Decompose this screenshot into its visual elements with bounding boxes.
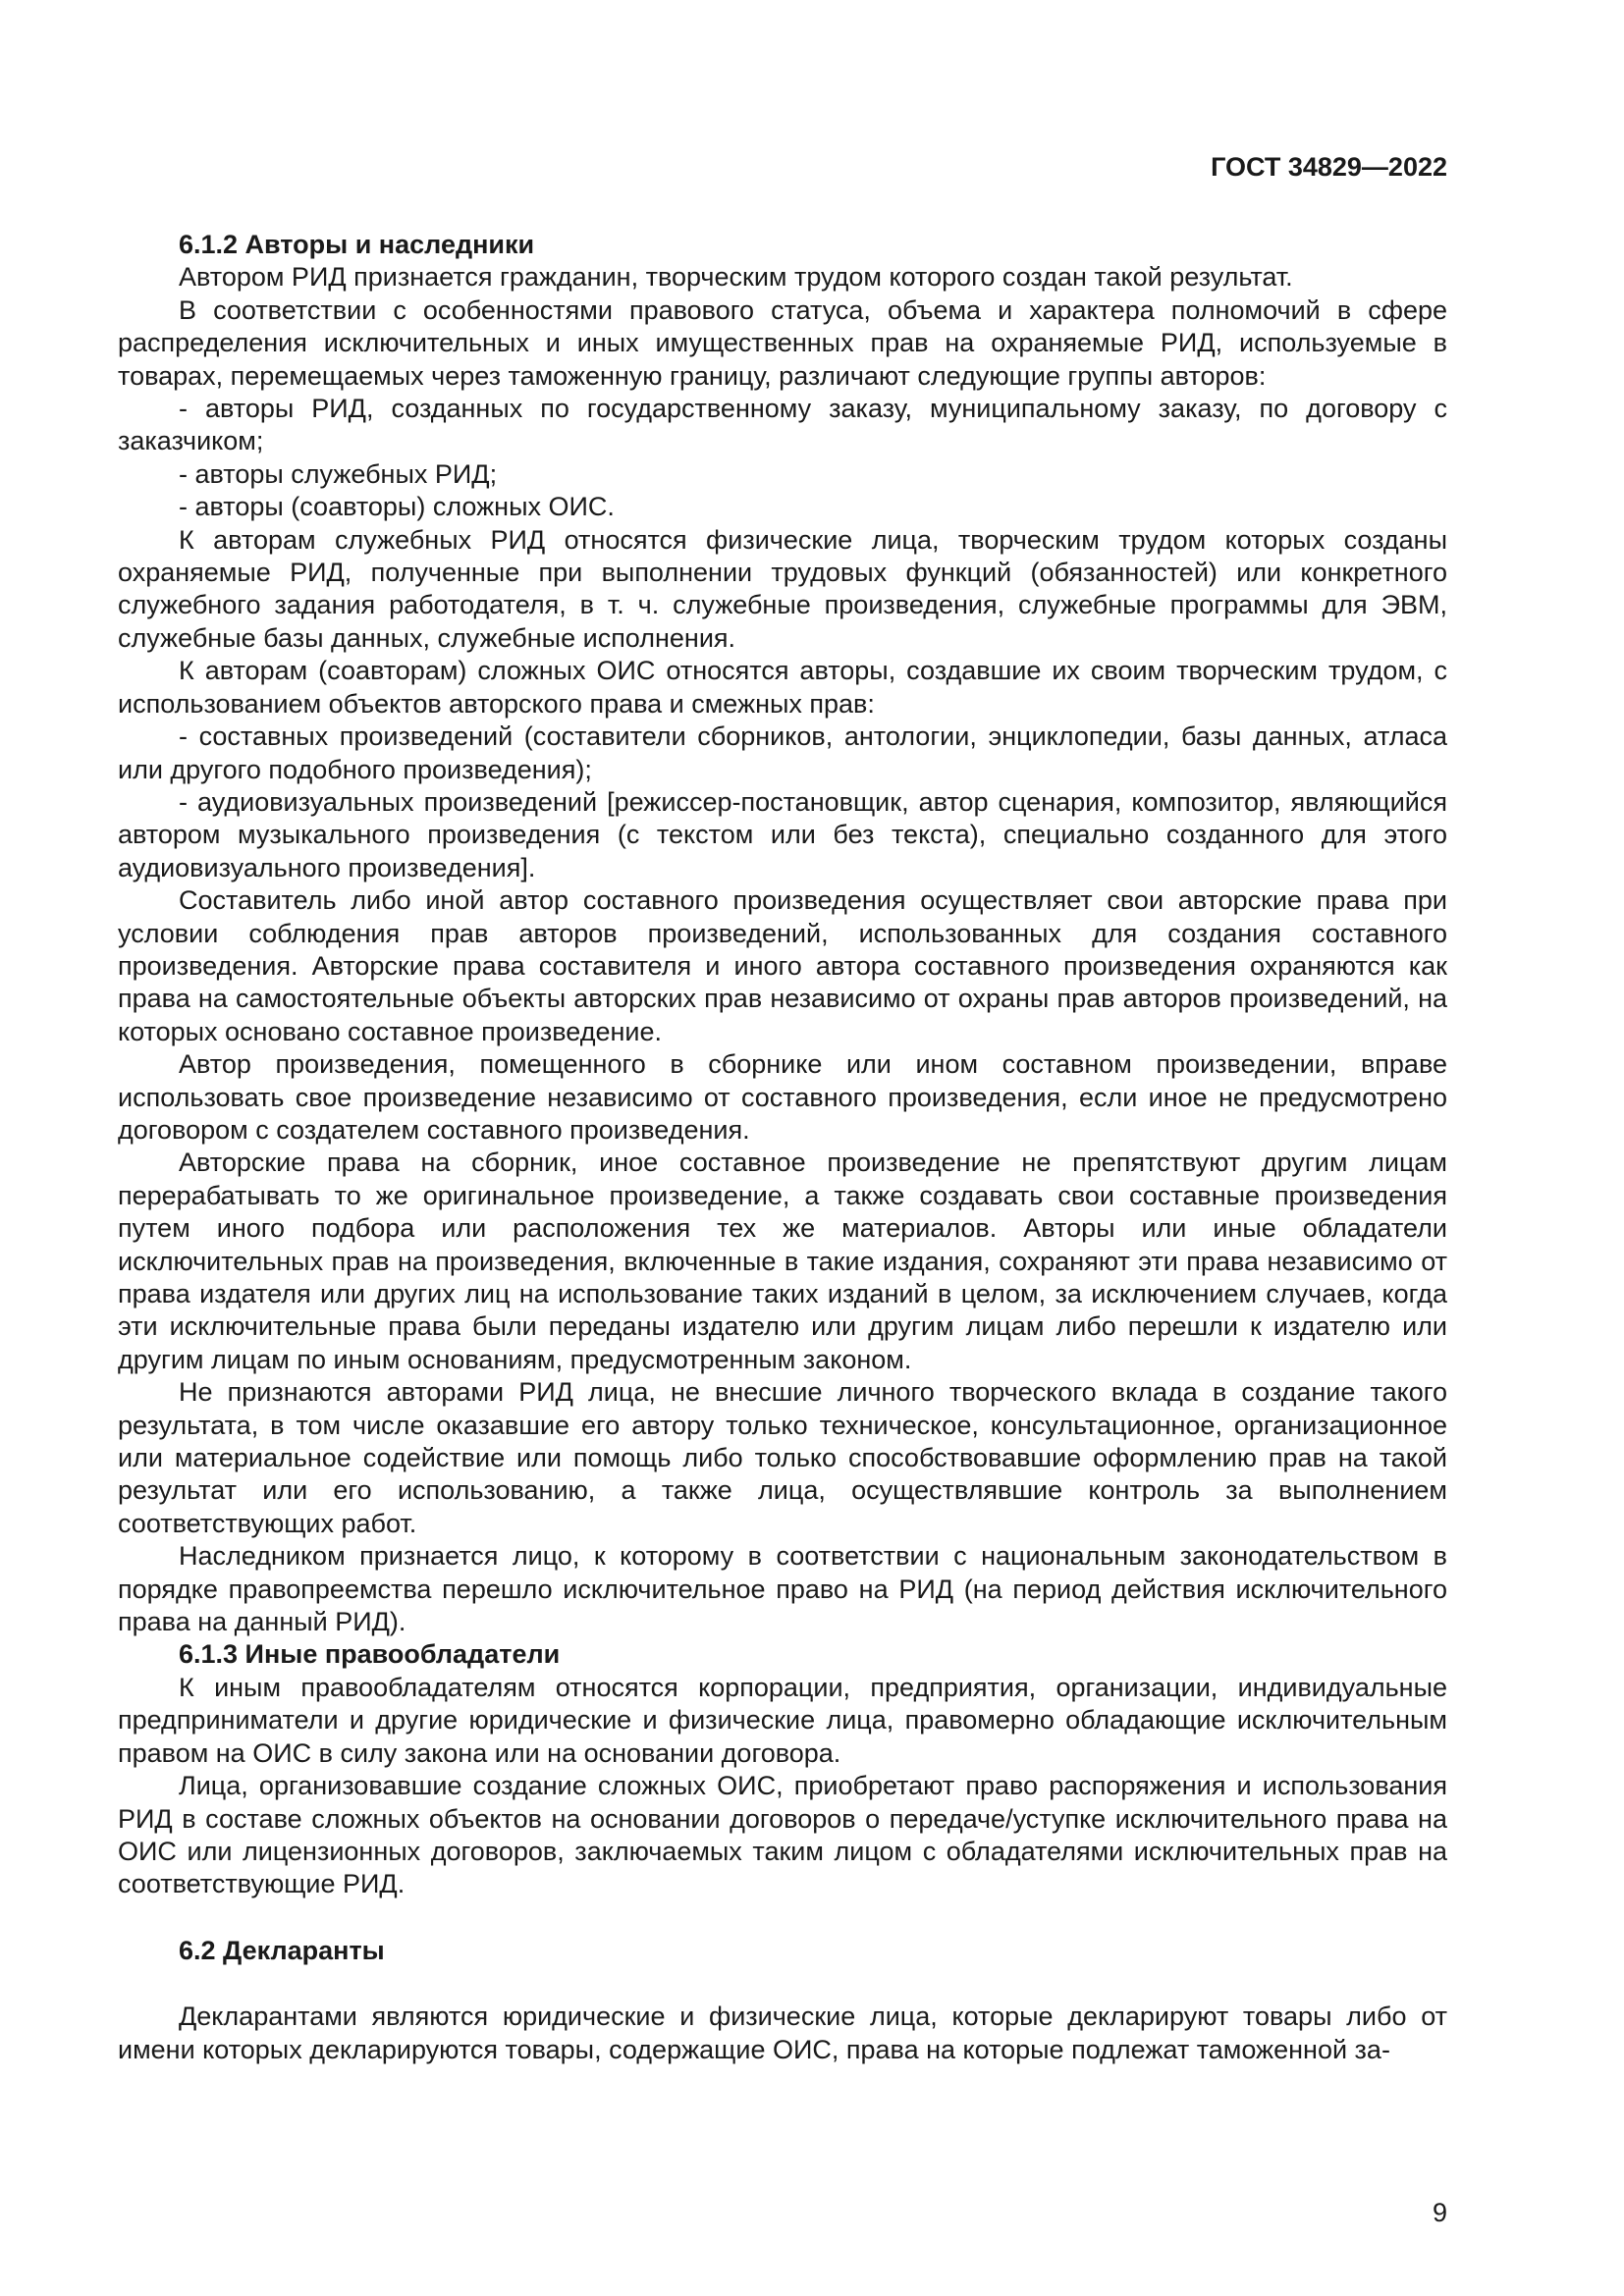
list-item: - аудиовизуальных произведений [режиссер-постановщик, автор сценария, композитор, являющийся автором музыкального произведения (с текстом или без текста), специально созданного для этого аудиовизуального произведения]. — [118, 786, 1447, 882]
paragraph: К авторам служебных РИД относятся физические лица, творческим трудом которых созданы охраняемые РИД, полученные при выполнении трудовых функций (обязанностей) или конкретного служебного задания работодателя, в т. ч. служебные произведения, служебные программы для ЭВМ, служебные базы данных, служебные исполнения. — [118, 524, 1447, 653]
standard-designation: ГОСТ 34829—2022 — [1211, 152, 1447, 182]
paragraph: Лица, организовавшие создание сложных ОИС, приобретают право распоряжения и использования РИД в составе сложных объектов на основании договоров о передаче/уступке исключительного права на ОИС или лицензионных договоров, заключаемых таким лицом с обладателями исключительных прав на соответствующие РИД. — [118, 1771, 1447, 1899]
list-item: - составных произведений (составители сборников, антологии, энциклопедии, базы данных, атласа или другого подобного произведения); — [118, 721, 1447, 784]
paragraph: Автором РИД признается гражданин, творческим трудом которого создан такой результат. — [179, 262, 1293, 293]
paragraph: Наследником признается лицо, к которому в соответствии с национальным законодательством в порядке правопреемства перешло исключительное право на РИД (на период действия исключительного права на данный РИД). — [118, 1541, 1447, 1637]
list-item: - авторы (соавторы) сложных ОИС. — [179, 492, 615, 522]
page-content — [118, 229, 1447, 2066]
list-item: - авторы служебных РИД; — [179, 458, 498, 489]
paragraph: В соответствии с особенностями правового статуса, объема и характера полномочий в сфере распределения исключительных и иных имущественных прав на охраняемые РИД, используемые в товарах, перемещаемых через таможенную границу, различают следующие группы авторов: — [118, 294, 1447, 391]
paragraph: К авторам (соавторам) сложных ОИС относятся авторы, создавшие их своим творческим трудом, с использованием объектов авторского права и смежных прав: — [118, 656, 1447, 719]
page-number: 9 — [1432, 2198, 1447, 2227]
paragraph: Автор произведения, помещенного в сборнике или ином составном произведении, вправе использовать свое произведение независимо от составного произведения, если иное не предусмотрено договором с создателем составного произведения. — [118, 1049, 1447, 1145]
paragraph: К иным правообладателям относятся корпорации, предприятия, организации, индивидуальные предприниматели и другие юридические и физические лица, правомерно обладающие исключительным правом на ОИС в силу закона или на основании договора. — [118, 1672, 1447, 1768]
paragraph: Авторские права на сборник, иное составное произведение не препятствуют другим лицам перерабатывать то же оригинальное произведение, а также создавать свои составные произведения путем иного подбора или расположения тех же материалов. Авторы или иные обладатели исключительных прав на произведения, включенные в такие издания, сохраняют эти права независимо от права издателя или других лиц на использование таких изданий в целом, за исключением случаев, когда эти исключительные права были переданы издателю или другим лицам либо перешли к издателю или другим лицам по иным основаниям, предусмотренным законом. — [118, 1148, 1447, 1374]
section-heading-6-2: 6.2 Декларанты — [179, 1935, 385, 1965]
paragraph: Декларантами являются юридические и физические лица, которые декларируют товары либо от имени которых декларируются товары, содержащие ОИС, права на которые подлежат таможенной за- — [118, 2002, 1447, 2064]
list-item: - авторы РИД, созданных по государственному заказу, муниципальному заказу, по договору с заказчиком; — [118, 394, 1447, 456]
paragraph: Не признаются авторами РИД лица, не внесшие личного творческого вклада в создание такого результата, в том числе оказавшие его автору только техническое, консультационное, организационное или материальное содействие или помощь либо только способствовавшие оформлению прав на такой результат или его использованию, а также лица, осуществлявшие контроль за выполнением соответствующих работ. — [118, 1377, 1447, 1538]
paragraph: Составитель либо иной автор составного произведения осуществляет свои авторские права при условии соблюдения прав авторов произведений, использованных для создания составного произведения. Авторские права составителя и иного автора составного произведения охраняются как права на самостоятельные объекты авторских прав независимо от охраны прав авторов произведений, на которых основано составное произведение. — [118, 885, 1447, 1046]
section-heading-6-1-2: 6.1.2 Авторы и наследники — [179, 230, 535, 259]
section-heading-6-1-3: 6.1.3 Иные правообладатели — [179, 1639, 561, 1670]
